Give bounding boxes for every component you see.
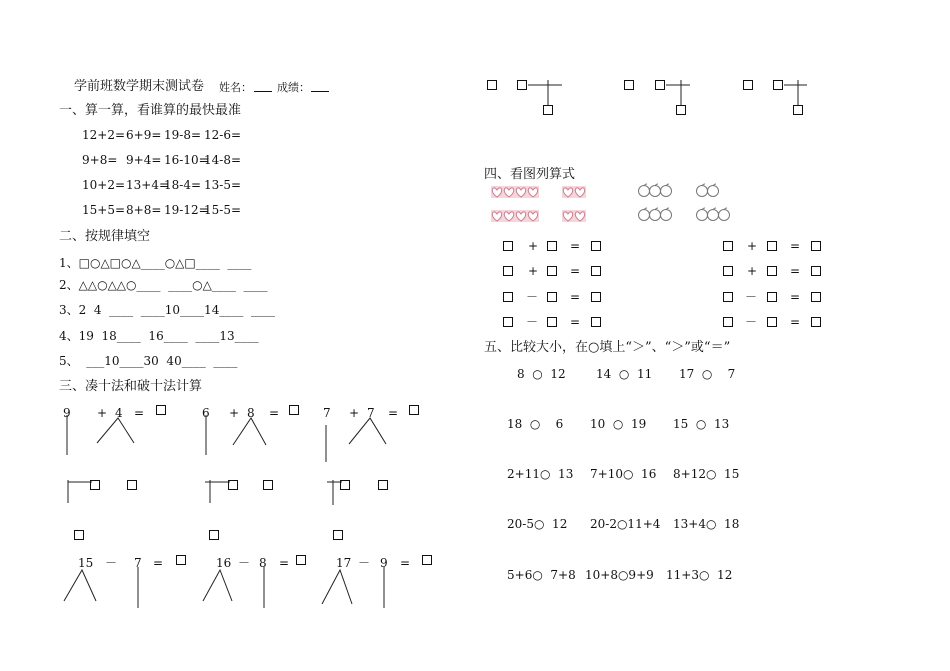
- add3-op: +: [349, 406, 360, 420]
- eq-eq: =: [570, 264, 581, 278]
- section4-title: 四、看图列算式: [484, 167, 576, 182]
- eq-eq: =: [790, 290, 801, 304]
- compare-item[interactable]: 5+6○ 7+8: [507, 568, 576, 582]
- arithmetic-problem: 16-10=: [164, 153, 209, 167]
- add1-eq: =: [134, 406, 145, 420]
- equation-box[interactable]: [591, 266, 601, 276]
- compare-item[interactable]: 17 ○ 7: [679, 367, 736, 381]
- pattern-line-3: 3、2 4 ____ ____10____14____ ____: [59, 303, 275, 317]
- arithmetic-problem: 13+4=: [126, 178, 170, 192]
- pattern-line-1: 1、□○△□○△____○△□____ ____: [59, 256, 252, 270]
- sub1-a: 15: [78, 556, 94, 570]
- sub2-a: 16: [216, 556, 232, 570]
- arithmetic-problem: 19-8=: [164, 128, 202, 142]
- compare-item[interactable]: 20-5○ 12: [507, 517, 568, 531]
- arithmetic-problem: 13-5=: [204, 178, 242, 192]
- sub3-a: 17: [336, 556, 352, 570]
- add2-eq: =: [269, 406, 280, 420]
- equation-box[interactable]: [547, 317, 557, 327]
- add1-b: 4: [115, 406, 123, 420]
- equation-box[interactable]: [767, 317, 777, 327]
- compare-item[interactable]: 15 ○ 13: [673, 417, 730, 431]
- arithmetic-problem: 15+5=: [82, 203, 126, 217]
- equation-box[interactable]: [547, 266, 557, 276]
- equation-box[interactable]: [503, 317, 513, 327]
- sub3-eq: =: [400, 556, 411, 570]
- add1-op: +: [97, 406, 108, 420]
- pattern-line-4: 4、19 18____ 16____ ____13____: [59, 329, 259, 343]
- worksheet-title: 学前班数学期末测试卷: [74, 79, 205, 94]
- compare-item[interactable]: 2+11○ 13: [507, 467, 574, 481]
- equation-box[interactable]: [767, 292, 777, 302]
- arithmetic-problem: 6+9=: [126, 128, 162, 142]
- add3-a: 7: [323, 406, 331, 420]
- eq-eq: =: [790, 239, 801, 253]
- equation-box[interactable]: [547, 292, 557, 302]
- add2-op: +: [229, 406, 240, 420]
- eq-eq: =: [790, 315, 801, 329]
- eq-eq: =: [570, 290, 581, 304]
- eq-op: +: [528, 239, 539, 253]
- add3-eq: =: [388, 406, 399, 420]
- compare-item[interactable]: 10+8○9+9: [585, 568, 654, 582]
- add2-b: 8: [247, 406, 255, 420]
- equation-box[interactable]: [503, 266, 513, 276]
- equation-box[interactable]: [547, 241, 557, 251]
- name-label: 姓名：: [219, 81, 252, 94]
- eq-op: +: [528, 264, 539, 278]
- section5-title: 五、比较大小，在○填上“＞”、“＞”或“＝”: [484, 340, 731, 355]
- eq-eq: =: [570, 239, 581, 253]
- equation-box[interactable]: [723, 266, 733, 276]
- sub2-op: －: [238, 556, 251, 570]
- equation-box[interactable]: [811, 292, 821, 302]
- section2-title: 二、按规律填空: [59, 229, 151, 244]
- arithmetic-problem: 9+4=: [126, 153, 162, 167]
- arithmetic-problem: 9+8=: [82, 153, 118, 167]
- section1-title: 一、算一算，看谁算的最快最准: [59, 103, 242, 118]
- sub2-eq: =: [279, 556, 290, 570]
- compare-item[interactable]: 20-2○11+4: [590, 517, 661, 531]
- compare-item[interactable]: 7+10○ 16: [590, 467, 657, 481]
- compare-item[interactable]: 8 ○ 12: [517, 367, 566, 381]
- sub3-op: －: [358, 556, 371, 570]
- arithmetic-problem: 15-5=: [204, 203, 242, 217]
- equation-box[interactable]: [591, 317, 601, 327]
- arithmetic-problem: 18-4=: [164, 178, 202, 192]
- equation-box[interactable]: [723, 292, 733, 302]
- compare-item[interactable]: 11+3○ 12: [666, 568, 733, 582]
- eq-op: －: [526, 290, 539, 304]
- compare-item[interactable]: 14 ○ 11: [596, 367, 653, 381]
- eq-op: +: [747, 264, 758, 278]
- equation-box[interactable]: [591, 292, 601, 302]
- eq-op: +: [747, 239, 758, 253]
- add2-a: 6: [202, 406, 210, 420]
- sub1-eq: =: [153, 556, 164, 570]
- arithmetic-problem: 10+2=: [82, 178, 126, 192]
- equation-box[interactable]: [811, 266, 821, 276]
- arithmetic-problem: 19-12=: [164, 203, 209, 217]
- pattern-line-2: 2、△△○△△○____ ____○△____ ____: [59, 278, 268, 292]
- arithmetic-problem: 14-8=: [204, 153, 242, 167]
- compare-item[interactable]: 8+12○ 15: [673, 467, 740, 481]
- equation-box[interactable]: [767, 266, 777, 276]
- compare-item[interactable]: 10 ○ 19: [590, 417, 647, 431]
- equation-box[interactable]: [591, 241, 601, 251]
- equation-box[interactable]: [811, 241, 821, 251]
- arithmetic-problem: 12-6=: [204, 128, 242, 142]
- compare-item[interactable]: 18 ○ 6: [507, 417, 564, 431]
- arithmetic-problem: 12+2=: [82, 128, 126, 142]
- eq-op: －: [526, 315, 539, 329]
- equation-box[interactable]: [503, 241, 513, 251]
- eq-op: －: [745, 315, 758, 329]
- equation-box[interactable]: [811, 317, 821, 327]
- add3-b: 7: [367, 406, 375, 420]
- sub3-b: 9: [380, 556, 388, 570]
- eq-eq: =: [790, 264, 801, 278]
- apples-picture: [636, 182, 746, 222]
- eq-eq: =: [570, 315, 581, 329]
- equation-box[interactable]: [767, 241, 777, 251]
- hearts-picture: [490, 184, 600, 224]
- eq-op: －: [745, 290, 758, 304]
- arithmetic-problem: 8+8=: [126, 203, 162, 217]
- add1-a: 9: [63, 406, 71, 420]
- equation-box[interactable]: [723, 317, 733, 327]
- sub1-b: 7: [134, 556, 142, 570]
- section3-title: 三、凑十法和破十法计算: [59, 379, 203, 394]
- equation-box[interactable]: [503, 292, 513, 302]
- score-label: 成绩：: [277, 81, 310, 94]
- sub2-b: 8: [259, 556, 267, 570]
- equation-box[interactable]: [723, 241, 733, 251]
- sub1-op: －: [105, 556, 118, 570]
- pattern-line-5: 5、 ___10____30 40____ ____: [59, 354, 238, 368]
- compare-item[interactable]: 13+4○ 18: [673, 517, 740, 531]
